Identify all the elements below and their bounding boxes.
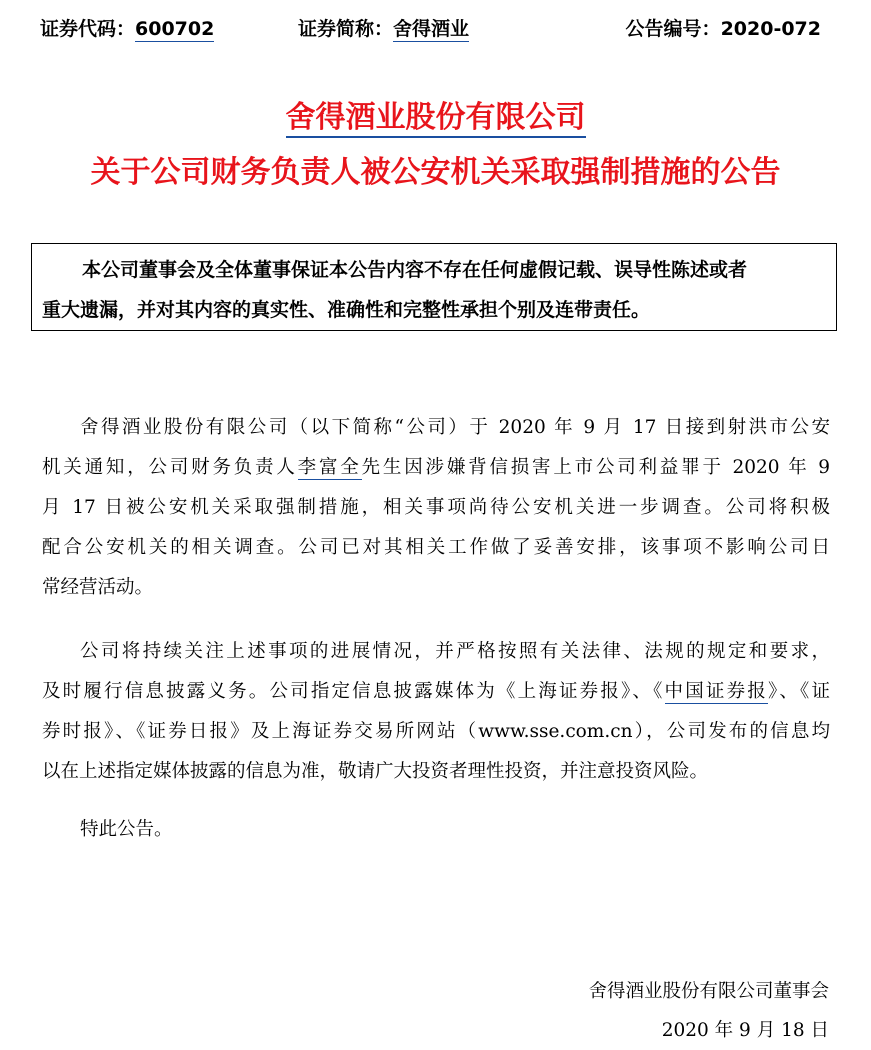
announcement-number-field bbox=[626, 14, 821, 44]
company-title-text: 舍得酒业股份有限公司 bbox=[286, 100, 586, 138]
closing-text: 特此公告。 bbox=[80, 819, 173, 840]
stock-short-name-value: 舍得酒业 bbox=[393, 18, 470, 40]
announcement-title: 关于公司财务负责人被公安机关采取强制措施的公告 bbox=[90, 155, 781, 190]
statement-line-1: 本公司董事会及全体董事保证本公告内容不存在任何虚假记载、误导性陈述或者 bbox=[82, 259, 748, 281]
stock-code-field bbox=[40, 14, 214, 44]
paragraph-text: 先生因涉嫌背信损害上市公司利益罪于 2020 年 9 bbox=[361, 457, 830, 478]
stock-short-name-label: 证券简称： bbox=[298, 18, 394, 40]
newspaper-name: 中国证券报 bbox=[664, 681, 768, 702]
paragraph-line: 公司将持续关注上述事项的进展情况，并严格按照有关法律、法规的规定和要求， bbox=[80, 641, 830, 662]
paragraph-text: 及时履行信息披露义务。公司指定信息披露媒体为《上海证券报》、《 bbox=[42, 681, 665, 702]
stock-code-label: 证券代码： bbox=[40, 18, 136, 40]
stock-short-name-field bbox=[298, 14, 469, 44]
officer-name: 李富全 bbox=[297, 457, 362, 478]
board-statement-box bbox=[31, 243, 837, 331]
signature-date: 2020 年 9 月 18 日 bbox=[661, 1020, 829, 1041]
paragraph-line: 舍得酒业股份有限公司（以下简称“公司）于 2020 年 9 月 17 日接到射洪市公安 bbox=[80, 417, 830, 438]
body-paragraph-1 bbox=[42, 408, 830, 608]
paragraph-line: 券时报》、《证券日报》及上海证券交易所网站（www.sse.com.cn），公司发布的信息均 bbox=[42, 721, 830, 742]
company-title bbox=[0, 98, 871, 138]
paragraph-line bbox=[42, 448, 830, 488]
closing-paragraph bbox=[42, 810, 830, 850]
paragraph-line: 以在上述指定媒体披露的信息为准，敬请广大投资者理性投资，并注意投资风险。 bbox=[42, 761, 709, 782]
stock-code-value: 600702 bbox=[135, 18, 215, 40]
paragraph-text: 》、《证 bbox=[767, 681, 830, 702]
paragraph-line: 常经营活动。 bbox=[42, 577, 154, 598]
statement-line-2: 重大遗漏，并对其内容的真实性、准确性和完整性承担个别及连带责任。 bbox=[42, 299, 651, 321]
paragraph-line: 月 17 日被公安机关采取强制措施，相关事项尚待公安机关进一步调查。公司将积极 bbox=[42, 497, 830, 518]
paragraph-text: 机关通知，公司财务负责人 bbox=[42, 457, 298, 478]
body-paragraph-2 bbox=[42, 632, 830, 792]
announcement-number-label: 公告编号： bbox=[625, 18, 721, 40]
signature-organization: 舍得酒业股份有限公司董事会 bbox=[588, 981, 829, 1002]
announcement-number-value: 2020-072 bbox=[720, 18, 821, 40]
paragraph-line: 配合公安机关的相关调查。公司已对其相关工作做了妥善安排，该事项不影响公司日 bbox=[42, 537, 830, 558]
document-header bbox=[40, 14, 831, 44]
paragraph-line bbox=[42, 672, 830, 712]
